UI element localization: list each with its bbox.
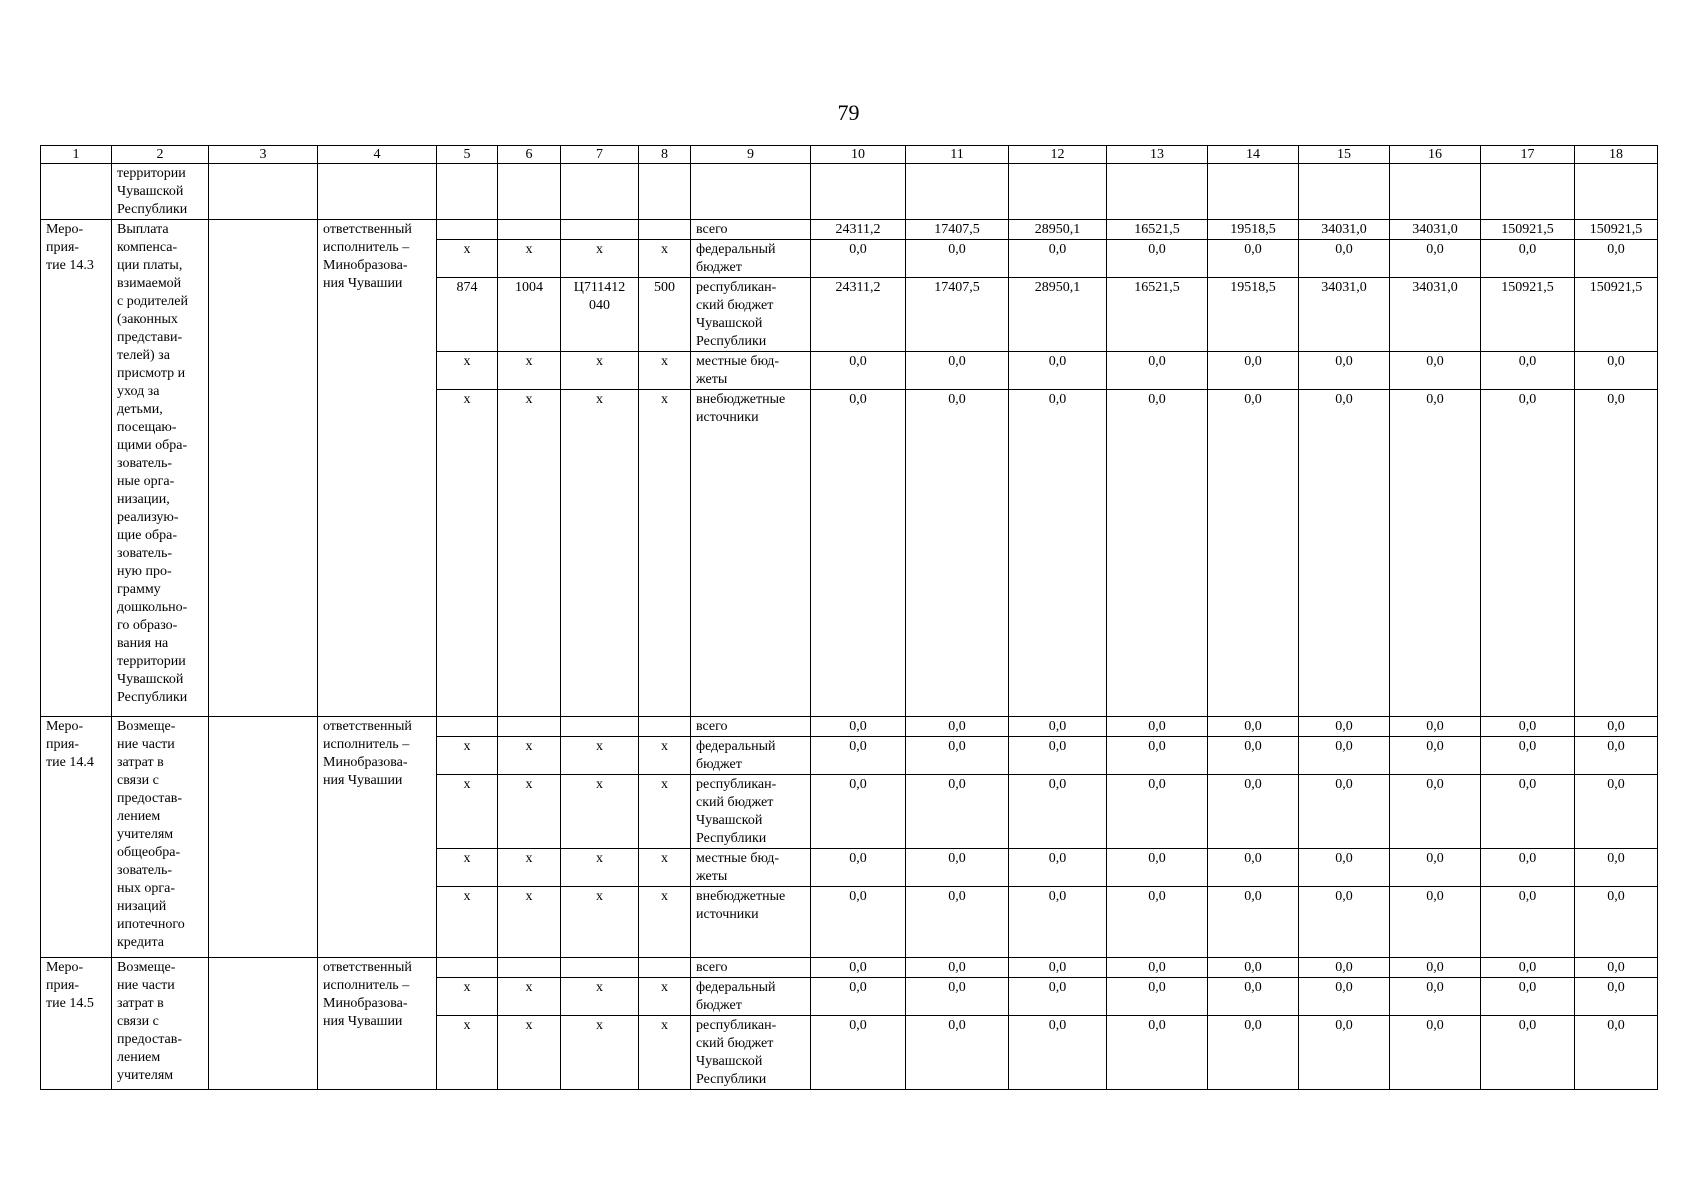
funding-source: всего [691, 220, 811, 240]
year-amount: 0,0 [1107, 887, 1208, 958]
year-amount: 34031,0 [1299, 278, 1390, 352]
year-amount: 16521,5 [1107, 278, 1208, 352]
year-amount: 0,0 [1009, 717, 1107, 737]
column-number-cell: 1 [41, 146, 112, 164]
target-article-code: x [561, 1016, 639, 1090]
year-amount: 0,0 [906, 1016, 1009, 1090]
funding-source: федеральный бюджет [691, 978, 811, 1016]
year-amount: 0,0 [1299, 978, 1390, 1016]
table-body [41, 146, 1658, 1090]
year-amount: 0,0 [1390, 887, 1481, 958]
section-code: x [498, 887, 561, 958]
target-article-code: x [561, 849, 639, 887]
empty-cell [1575, 164, 1658, 220]
section-code [498, 220, 561, 240]
year-amount: 0,0 [1009, 352, 1107, 390]
year-amount: 0,0 [1107, 775, 1208, 849]
year-amount: 0,0 [1009, 849, 1107, 887]
funding-source: внебюджетные источники [691, 390, 811, 717]
executor: ответственный исполнитель – Минобразова- ния Чувашии [318, 220, 437, 717]
column-number-cell: 12 [1009, 146, 1107, 164]
executor: ответственный исполнитель – Минобразова- ния Чувашии [318, 958, 437, 1090]
year-amount: 0,0 [1299, 737, 1390, 775]
empty-cell [209, 164, 318, 220]
year-amount: 17407,5 [906, 220, 1009, 240]
year-amount: 0,0 [1575, 958, 1658, 978]
target-article-code [561, 717, 639, 737]
section-code: x [498, 352, 561, 390]
column-number-cell: 7 [561, 146, 639, 164]
activity-code: Меро- прия- тие 14.4 [41, 717, 112, 958]
year-amount: 0,0 [811, 240, 906, 278]
year-amount: 0,0 [1107, 352, 1208, 390]
expense-type-code: x [639, 737, 691, 775]
grbs-code: x [437, 240, 498, 278]
year-amount: 0,0 [1208, 775, 1299, 849]
activity-name: Возмеще- ние части затрат в связи с предостав- лением учителям общеобра- зователь- ных орга- низаций ипотечного кредита [112, 717, 209, 958]
year-amount: 0,0 [1107, 737, 1208, 775]
year-amount: 0,0 [811, 717, 906, 737]
column-number-cell: 9 [691, 146, 811, 164]
grbs-code: x [437, 887, 498, 958]
target-article-code: x [561, 978, 639, 1016]
expense-type-code [639, 958, 691, 978]
section-code: 1004 [498, 278, 561, 352]
year-amount: 0,0 [1208, 958, 1299, 978]
year-amount: 150921,5 [1481, 220, 1575, 240]
empty-cell [41, 164, 112, 220]
empty-cell [1009, 164, 1107, 220]
year-amount: 24311,2 [811, 278, 906, 352]
year-amount: 0,0 [1299, 240, 1390, 278]
year-amount: 0,0 [906, 887, 1009, 958]
year-amount: 0,0 [811, 390, 906, 717]
grbs-code: x [437, 390, 498, 717]
empty-cell [498, 164, 561, 220]
section-code [498, 958, 561, 978]
column-number-header-row [41, 146, 1658, 164]
activity-code: Меро- прия- тие 14.5 [41, 958, 112, 1090]
budget-row [41, 958, 1658, 978]
column-number-cell: 15 [1299, 146, 1390, 164]
column-number-cell: 16 [1390, 146, 1481, 164]
section-code: x [498, 849, 561, 887]
column-number-cell: 8 [639, 146, 691, 164]
target-article-code: x [561, 887, 639, 958]
section-code: x [498, 737, 561, 775]
year-amount: 0,0 [1299, 887, 1390, 958]
year-amount: 0,0 [1208, 737, 1299, 775]
expense-type-code: x [639, 240, 691, 278]
year-amount: 0,0 [1481, 887, 1575, 958]
year-amount: 0,0 [1575, 717, 1658, 737]
grbs-code [437, 220, 498, 240]
expense-type-code [639, 717, 691, 737]
target-article-code: Ц711412 040 [561, 278, 639, 352]
empty-cell [209, 958, 318, 1090]
funding-source: республикан- ский бюджет Чувашской Республики [691, 278, 811, 352]
grbs-code: x [437, 352, 498, 390]
empty-cell [1107, 164, 1208, 220]
year-amount: 0,0 [1390, 775, 1481, 849]
year-amount: 0,0 [1009, 887, 1107, 958]
year-amount: 0,0 [906, 717, 1009, 737]
empty-cell [1208, 164, 1299, 220]
year-amount: 0,0 [1575, 390, 1658, 717]
expense-type-code: 500 [639, 278, 691, 352]
year-amount: 0,0 [1107, 240, 1208, 278]
year-amount: 0,0 [1299, 717, 1390, 737]
grbs-code: x [437, 737, 498, 775]
column-number-cell: 10 [811, 146, 906, 164]
year-amount: 0,0 [1299, 958, 1390, 978]
year-amount: 150921,5 [1481, 278, 1575, 352]
year-amount: 0,0 [1575, 887, 1658, 958]
year-amount: 0,0 [1575, 737, 1658, 775]
year-amount: 0,0 [1299, 352, 1390, 390]
year-amount: 0,0 [1107, 1016, 1208, 1090]
column-number-cell: 14 [1208, 146, 1299, 164]
empty-cell [1299, 164, 1390, 220]
target-article-code: x [561, 240, 639, 278]
section-code: x [498, 240, 561, 278]
year-amount: 0,0 [1299, 775, 1390, 849]
funding-source: местные бюд- жеты [691, 352, 811, 390]
year-amount: 16521,5 [1107, 220, 1208, 240]
year-amount: 0,0 [1299, 390, 1390, 717]
executor: ответственный исполнитель – Минобразова- ния Чувашии [318, 717, 437, 958]
year-amount: 28950,1 [1009, 220, 1107, 240]
funding-source: всего [691, 717, 811, 737]
year-amount: 0,0 [1575, 849, 1658, 887]
year-amount: 0,0 [906, 352, 1009, 390]
section-code: x [498, 1016, 561, 1090]
year-amount: 0,0 [1575, 352, 1658, 390]
year-amount: 0,0 [1009, 737, 1107, 775]
year-amount: 150921,5 [1575, 220, 1658, 240]
year-amount: 0,0 [1575, 1016, 1658, 1090]
year-amount: 0,0 [811, 775, 906, 849]
year-amount: 0,0 [906, 390, 1009, 717]
year-amount: 0,0 [811, 352, 906, 390]
year-amount: 28950,1 [1009, 278, 1107, 352]
year-amount: 0,0 [1390, 958, 1481, 978]
year-amount: 0,0 [1107, 390, 1208, 717]
target-article-code: x [561, 737, 639, 775]
section-code: x [498, 775, 561, 849]
target-article-code: x [561, 775, 639, 849]
year-amount: 0,0 [1208, 849, 1299, 887]
grbs-code: 874 [437, 278, 498, 352]
empty-cell [561, 164, 639, 220]
empty-cell [437, 164, 498, 220]
column-number-cell: 17 [1481, 146, 1575, 164]
year-amount: 0,0 [1390, 717, 1481, 737]
year-amount: 0,0 [1107, 849, 1208, 887]
year-amount: 0,0 [1009, 390, 1107, 717]
year-amount: 0,0 [1208, 887, 1299, 958]
target-article-code: x [561, 352, 639, 390]
year-amount: 0,0 [1299, 849, 1390, 887]
budget-row [41, 220, 1658, 240]
year-amount: 0,0 [1481, 240, 1575, 278]
empty-cell [209, 717, 318, 958]
expense-type-code: x [639, 775, 691, 849]
year-amount: 0,0 [811, 1016, 906, 1090]
activity-name: Выплата компенса- ции платы, взимаемой с родителей (законных представи- телей) за присмотр и уход за детьми, посещаю- щими обра- зователь- ные орга- низации, реализую- щие обра- зователь- ную про- грамму дошкольно- го образо- вания на территории Чувашской Республики [112, 220, 209, 717]
year-amount: 17407,5 [906, 278, 1009, 352]
funding-source: внебюджетные источники [691, 887, 811, 958]
year-amount: 0,0 [906, 978, 1009, 1016]
year-amount: 0,0 [811, 737, 906, 775]
funding-source: всего [691, 958, 811, 978]
budget-table [40, 145, 1658, 1090]
year-amount: 0,0 [1107, 978, 1208, 1016]
expense-type-code: x [639, 978, 691, 1016]
year-amount: 34031,0 [1390, 278, 1481, 352]
year-amount: 0,0 [1009, 1016, 1107, 1090]
year-amount: 0,0 [1009, 978, 1107, 1016]
year-amount: 0,0 [1299, 1016, 1390, 1090]
year-amount: 0,0 [1481, 352, 1575, 390]
year-amount: 0,0 [1390, 978, 1481, 1016]
column-number-cell: 3 [209, 146, 318, 164]
year-amount: 0,0 [1481, 390, 1575, 717]
empty-cell [906, 164, 1009, 220]
target-article-code [561, 220, 639, 240]
column-number-cell: 6 [498, 146, 561, 164]
year-amount: 0,0 [1009, 240, 1107, 278]
funding-source: местные бюд- жеты [691, 849, 811, 887]
expense-type-code: x [639, 352, 691, 390]
column-number-cell: 4 [318, 146, 437, 164]
year-amount: 19518,5 [1208, 220, 1299, 240]
continuation-row [41, 164, 1658, 220]
expense-type-code: x [639, 887, 691, 958]
empty-cell [318, 164, 437, 220]
grbs-code: x [437, 775, 498, 849]
year-amount: 0,0 [1208, 1016, 1299, 1090]
expense-type-code: x [639, 390, 691, 717]
year-amount: 0,0 [1481, 717, 1575, 737]
year-amount: 0,0 [906, 737, 1009, 775]
empty-cell [811, 164, 906, 220]
year-amount: 0,0 [811, 849, 906, 887]
year-amount: 0,0 [1390, 390, 1481, 717]
year-amount: 0,0 [906, 240, 1009, 278]
year-amount: 0,0 [1107, 717, 1208, 737]
year-amount: 150921,5 [1575, 278, 1658, 352]
year-amount: 0,0 [1390, 240, 1481, 278]
year-amount: 34031,0 [1299, 220, 1390, 240]
target-article-code [561, 958, 639, 978]
year-amount: 0,0 [1009, 958, 1107, 978]
grbs-code: x [437, 1016, 498, 1090]
expense-type-code [639, 220, 691, 240]
year-amount: 0,0 [1390, 1016, 1481, 1090]
year-amount: 0,0 [1208, 352, 1299, 390]
section-code [498, 717, 561, 737]
section-code: x [498, 978, 561, 1016]
page-number: 79 [837, 100, 860, 125]
empty-cell [1481, 164, 1575, 220]
year-amount: 24311,2 [811, 220, 906, 240]
column-number-cell: 5 [437, 146, 498, 164]
target-article-code: x [561, 390, 639, 717]
year-amount: 0,0 [1481, 978, 1575, 1016]
activity-name: Возмеще- ние части затрат в связи с предостав- лением учителям [112, 958, 209, 1090]
column-number-cell: 11 [906, 146, 1009, 164]
activity-name-continuation: территории Чувашской Республики [112, 164, 209, 220]
year-amount: 0,0 [811, 887, 906, 958]
grbs-code [437, 958, 498, 978]
year-amount: 0,0 [1208, 717, 1299, 737]
funding-source: республикан- ский бюджет Чувашской Республики [691, 775, 811, 849]
section-code: x [498, 390, 561, 717]
year-amount: 0,0 [1390, 849, 1481, 887]
year-amount: 0,0 [1390, 352, 1481, 390]
year-amount: 0,0 [1009, 775, 1107, 849]
grbs-code: x [437, 849, 498, 887]
year-amount: 0,0 [906, 849, 1009, 887]
activity-code: Меро- прия- тие 14.3 [41, 220, 112, 717]
year-amount: 0,0 [906, 958, 1009, 978]
grbs-code [437, 717, 498, 737]
expense-type-code: x [639, 1016, 691, 1090]
year-amount: 0,0 [1575, 775, 1658, 849]
year-amount: 0,0 [1481, 1016, 1575, 1090]
year-amount: 0,0 [1481, 775, 1575, 849]
funding-source: федеральный бюджет [691, 240, 811, 278]
year-amount: 0,0 [1481, 958, 1575, 978]
year-amount: 0,0 [1575, 240, 1658, 278]
expense-type-code: x [639, 849, 691, 887]
year-amount: 0,0 [1390, 737, 1481, 775]
year-amount: 34031,0 [1390, 220, 1481, 240]
column-number-cell: 13 [1107, 146, 1208, 164]
empty-cell [639, 164, 691, 220]
year-amount: 0,0 [1481, 737, 1575, 775]
funding-source: республикан- ский бюджет Чувашской Республики [691, 1016, 811, 1090]
funding-source: федеральный бюджет [691, 737, 811, 775]
year-amount: 0,0 [811, 958, 906, 978]
year-amount: 0,0 [1481, 849, 1575, 887]
year-amount: 0,0 [811, 978, 906, 1016]
empty-cell [691, 164, 811, 220]
year-amount: 0,0 [1575, 978, 1658, 1016]
year-amount: 0,0 [1107, 958, 1208, 978]
empty-cell [209, 220, 318, 717]
year-amount: 0,0 [906, 775, 1009, 849]
column-number-cell: 18 [1575, 146, 1658, 164]
grbs-code: x [437, 978, 498, 1016]
column-number-cell: 2 [112, 146, 209, 164]
empty-cell [1390, 164, 1481, 220]
budget-row [41, 717, 1658, 737]
year-amount: 0,0 [1208, 978, 1299, 1016]
year-amount: 0,0 [1208, 240, 1299, 278]
year-amount: 0,0 [1208, 390, 1299, 717]
year-amount: 19518,5 [1208, 278, 1299, 352]
